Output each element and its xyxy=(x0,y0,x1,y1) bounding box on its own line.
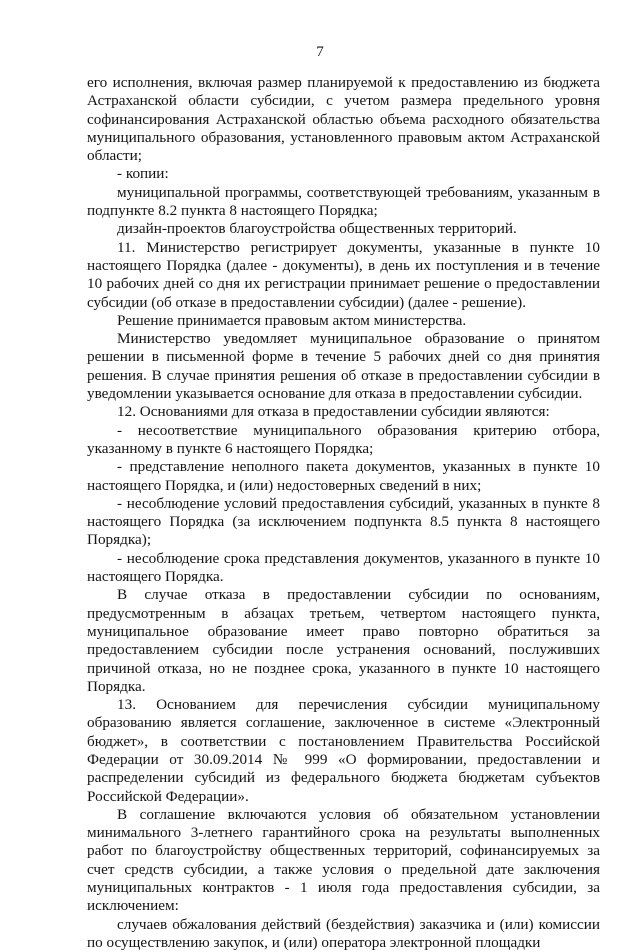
paragraph: 13. Основанием для перечисления субсидии муниципальному образованию является соглашение, заключенное в системе «Электронный бюджет», в соответствии с постановлением Правительства Российской Федерации от 30.09.2014 № 999 «О формировании, предоставлении и распределении субсидий из федерального бюджета бюджетам субъектов Российской Федерации». xyxy=(87,696,600,805)
paragraph: - несоответствие муниципального образования критерию отбора, указанному в пункте 6 настоящего Порядка; xyxy=(87,421,600,457)
paragraph: Решение принимается правовым актом министерства. xyxy=(117,311,467,329)
paragraph: 11. Министерство регистрирует документы, указанные в пункте 10 настоящего Порядка (далее - документы), в день их поступления и в течение 10 рабочих дней со дня их регистрации принимает решение о предоставлении субсидии (об отказе в предоставлении субсидии) (далее - решение). xyxy=(87,238,600,311)
paragraph: - копии: xyxy=(117,165,169,183)
paragraph: - несоблюдение условий предоставления субсидий, указанных в пункте 8 настоящего Порядка (за исключением подпункта 8.5 пункта 8 настоящего Порядка); xyxy=(87,494,600,549)
paragraph: - представление неполного пакета документов, указанных в пункте 10 настоящего Порядка, и (или) недостоверных сведений в них; xyxy=(87,458,600,494)
paragraph: случаев обжалования действий (бездействия) заказчика и (или) комиссии по осуществлению закупок, и (или) оператора электронной площадки xyxy=(87,915,600,951)
page-number: 7 xyxy=(316,44,324,60)
paragraph: Министерство уведомляет муниципальное образование о принятом решении в письменной форме в течение 5 рабочих дней со дня принятия решения. В случае принятия решения об отказе в предоставлении субсидии в уведомлении указывается основание для отказа в предоставлении субсидии. xyxy=(87,330,600,403)
paragraph: В случае отказа в предоставлении субсидии по основаниям, предусмотренным в абзацах третьем, четвертом настоящего пункта, муниципальное образование имеет право повторно обратиться за предоставлением субсидии после устранения оснований, послуживших причиной отказа, но не позднее срока, указанного в пункте 10 настоящего Порядка. xyxy=(87,586,600,695)
paragraph: муниципальной программы, соответствующей требованиям, указанным в подпункте 8.2 пункта 8 настоящего Порядка; xyxy=(87,183,600,220)
paragraph: дизайн-проектов благоустройства общественных территорий. xyxy=(117,220,517,238)
paragraph: В соглашение включаются условия об обязательном установлении минимального 3-летнего гарантийного срока на результаты выполненных работ по благоустройству общественных территорий, софинансируемых за счет средств субсидии, а также условия о предельной дате заключения муниципальных контрактов - 1 июля года предоставления субсидии, за исключением: xyxy=(87,805,600,915)
paragraph: - несоблюдение срока представления документов, указанного в пункте 10 настоящего Порядка. xyxy=(87,549,600,586)
paragraph: его исполнения, включая размер планируемой к предоставлению из бюджета Астраханской области субсидии, с учетом размера предельного уровня софинансирования Астраханской областью объема расходного обязательства муниципального образования, установленного правовым актом Астраханской области; xyxy=(87,74,600,165)
document-body xyxy=(87,74,600,952)
paragraph: 12. Основаниями для отказа в предоставлении субсидии являются: xyxy=(117,403,550,421)
